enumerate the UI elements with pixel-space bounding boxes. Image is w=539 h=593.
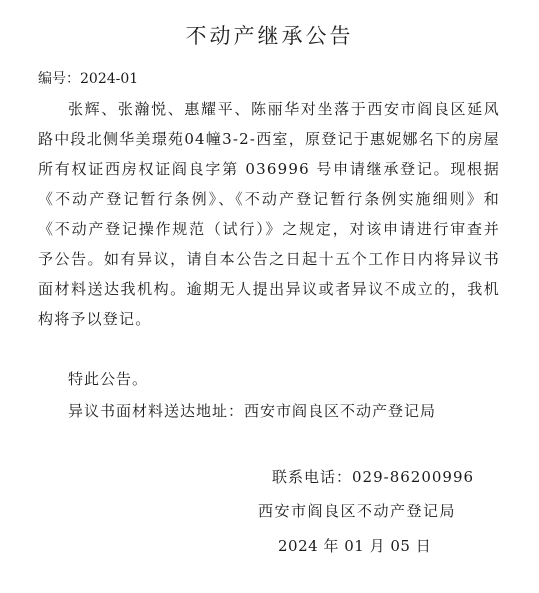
issuing-authority: 西安市阎良区不动产登记局 — [258, 502, 457, 520]
notice-body: 张辉、张瀚悦、惠耀平、陈丽华对坐落于西安市阎良区延风路中段北侧华美璟苑04幢3-2-西室，原登记于惠妮娜名下的房屋所有权证西房权证阎良字第 036996 号申请继承登记。现根据《不动产登记暂行条例》、《不动产登记暂行条例实施细则》和《不动产登记操作规范（试行）》之规定，对该申请进行审查并予公告。如有异议，请自本公告之日起十五个工作日内将异议书面材料送达我机构。逾期无人提出异议或者异议不成立的，我机构将予以登记。 — [38, 100, 500, 328]
objection-address: 异议书面材料送达地址：西安市阎良区不动产登记局 — [68, 402, 437, 420]
notice-date: 2024 年 01 月 05 日 — [278, 537, 432, 555]
notice-title: 不动产继承公告 — [185, 24, 354, 48]
contact-phone: 联系电话：029-86200996 — [272, 468, 475, 486]
document-number: 编号：2024-01 — [38, 71, 139, 87]
closing-line: 特此公告。 — [68, 370, 149, 388]
